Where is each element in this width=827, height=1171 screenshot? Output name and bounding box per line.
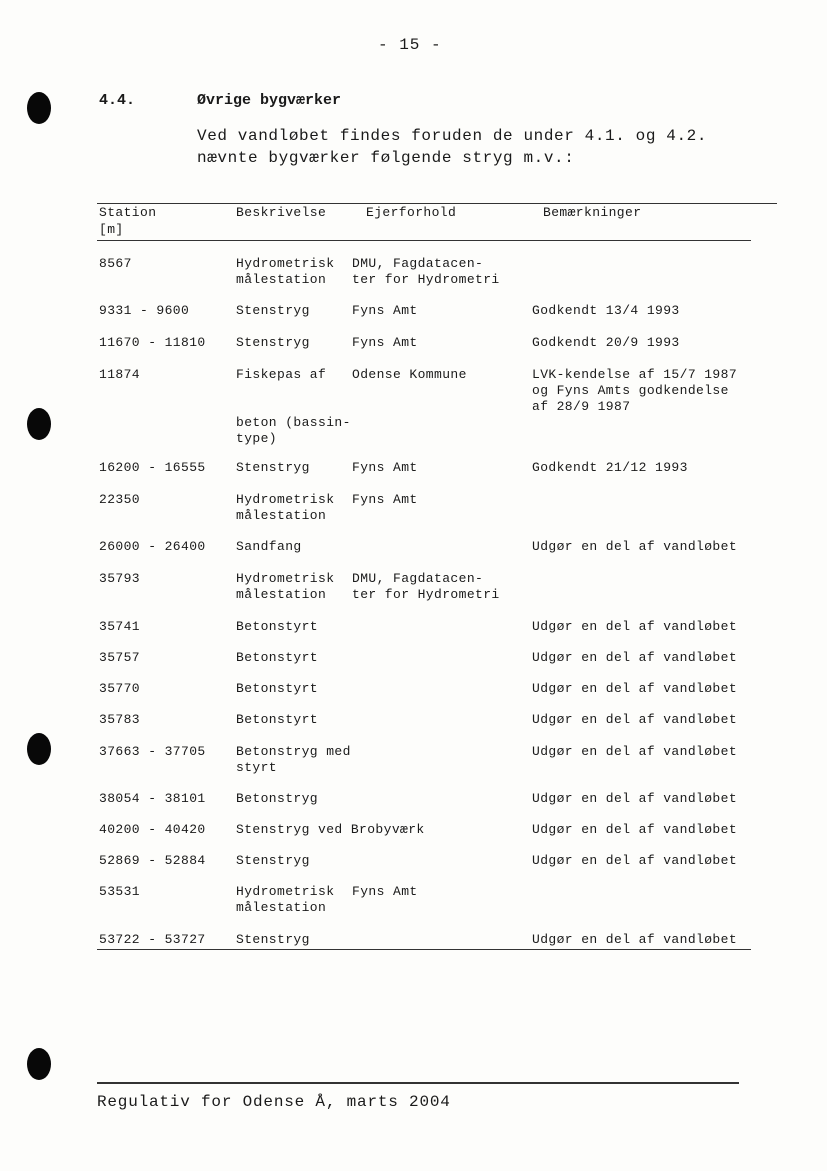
row-description: Betonstryg [236, 791, 319, 806]
row-station: 9331 - 9600 [99, 303, 190, 318]
row-station: 40200 - 40420 [99, 822, 206, 837]
row-remarks: Godkendt 13/4 1993 [532, 303, 680, 318]
row-description: Stenstryg ved Brobyværk [236, 822, 425, 837]
intro-line: nævnte bygværker følgende stryg m.v.: [197, 149, 575, 167]
row-remarks: Godkendt 21/12 1993 [532, 460, 688, 475]
row-station: 16200 - 16555 [99, 460, 206, 475]
section-title: Øvrige bygværker [197, 92, 342, 109]
row-description: type) [236, 431, 278, 446]
row-remarks: af 28/9 1987 [532, 399, 631, 414]
row-remarks: Udgør en del af vandløbet [532, 822, 738, 837]
row-station: 35783 [99, 712, 141, 727]
punch-hole [27, 92, 51, 124]
row-remarks: Udgør en del af vandløbet [532, 650, 738, 665]
row-ownership: ter for Hydrometri [352, 272, 500, 287]
row-station: 52869 - 52884 [99, 853, 206, 868]
row-description: Stenstryg [236, 303, 310, 318]
row-description: Hydrometrisk [236, 492, 335, 507]
row-description: målestation [236, 272, 327, 287]
row-station: 11670 - 11810 [99, 335, 206, 350]
row-description: Stenstryg [236, 853, 310, 868]
row-description: Betonstyrt [236, 681, 319, 696]
punch-hole [27, 408, 51, 440]
row-remarks: Udgør en del af vandløbet [532, 932, 738, 947]
row-description: styrt [236, 760, 278, 775]
page-number: - 15 - [378, 36, 442, 54]
row-station: 22350 [99, 492, 141, 507]
header-remarks: Bemærkninger [543, 205, 642, 220]
row-remarks: og Fyns Amts godkendelse [532, 383, 729, 398]
row-station: 37663 - 37705 [99, 744, 206, 759]
row-ownership: DMU, Fagdatacen- [352, 256, 484, 271]
row-description: målestation [236, 508, 327, 523]
row-description: målestation [236, 587, 327, 602]
intro-line: Ved vandløbet findes foruden de under 4.1. og 4.2. [197, 127, 708, 145]
row-description: Hydrometrisk [236, 884, 335, 899]
row-station: 38054 - 38101 [99, 791, 206, 806]
row-station: 53722 - 53727 [99, 932, 206, 947]
row-station: 11874 [99, 367, 141, 382]
table-header-rule [97, 240, 751, 241]
row-ownership: Fyns Amt [352, 492, 418, 507]
row-description: Betonstryg med [236, 744, 351, 759]
row-description: Stenstryg [236, 460, 310, 475]
row-description: målestation [236, 900, 327, 915]
row-station: 53531 [99, 884, 141, 899]
row-description: Betonstyrt [236, 650, 319, 665]
row-description: Sandfang [236, 539, 302, 554]
row-description: Stenstryg [236, 932, 310, 947]
punch-hole [27, 1048, 51, 1080]
section-number: 4.4. [99, 92, 136, 109]
table-bottom-rule [97, 949, 751, 950]
row-description: beton (bassin- [236, 415, 351, 430]
row-ownership: Fyns Amt [352, 335, 418, 350]
row-ownership: ter for Hydrometri [352, 587, 500, 602]
row-remarks: Udgør en del af vandløbet [532, 681, 738, 696]
row-station: 35793 [99, 571, 141, 586]
row-ownership: Fyns Amt [352, 303, 418, 318]
row-station: 35770 [99, 681, 141, 696]
row-remarks: Udgør en del af vandløbet [532, 744, 738, 759]
row-station: 8567 [99, 256, 132, 271]
punch-hole [27, 733, 51, 765]
row-station: 26000 - 26400 [99, 539, 206, 554]
row-remarks: Udgør en del af vandløbet [532, 853, 738, 868]
row-station: 35757 [99, 650, 141, 665]
row-ownership: Fyns Amt [352, 884, 418, 899]
row-remarks: Udgør en del af vandløbet [532, 619, 738, 634]
row-description: Stenstryg [236, 335, 310, 350]
row-description: Betonstyrt [236, 619, 319, 634]
row-description: Fiskepas af [236, 367, 327, 382]
row-description: Hydrometrisk [236, 571, 335, 586]
header-station-unit: [m] [99, 222, 124, 237]
row-remarks: Udgør en del af vandløbet [532, 791, 738, 806]
row-ownership: Fyns Amt [352, 460, 418, 475]
row-remarks: Udgør en del af vandløbet [532, 539, 738, 554]
row-station: 35741 [99, 619, 141, 634]
header-description: Beskrivelse [236, 205, 327, 220]
footer-rule [97, 1082, 739, 1084]
row-remarks: Godkendt 20/9 1993 [532, 335, 680, 350]
footer-text: Regulativ for Odense Å, marts 2004 [97, 1093, 451, 1111]
row-description: Betonstyrt [236, 712, 319, 727]
row-remarks: LVK-kendelse af 15/7 1987 [532, 367, 738, 382]
row-ownership: DMU, Fagdatacen- [352, 571, 484, 586]
header-ownership: Ejerforhold [366, 205, 457, 220]
row-description: Hydrometrisk [236, 256, 335, 271]
header-station: Station [99, 205, 157, 220]
table-top-rule [97, 203, 777, 204]
row-remarks: Udgør en del af vandløbet [532, 712, 738, 727]
row-ownership: Odense Kommune [352, 367, 467, 382]
